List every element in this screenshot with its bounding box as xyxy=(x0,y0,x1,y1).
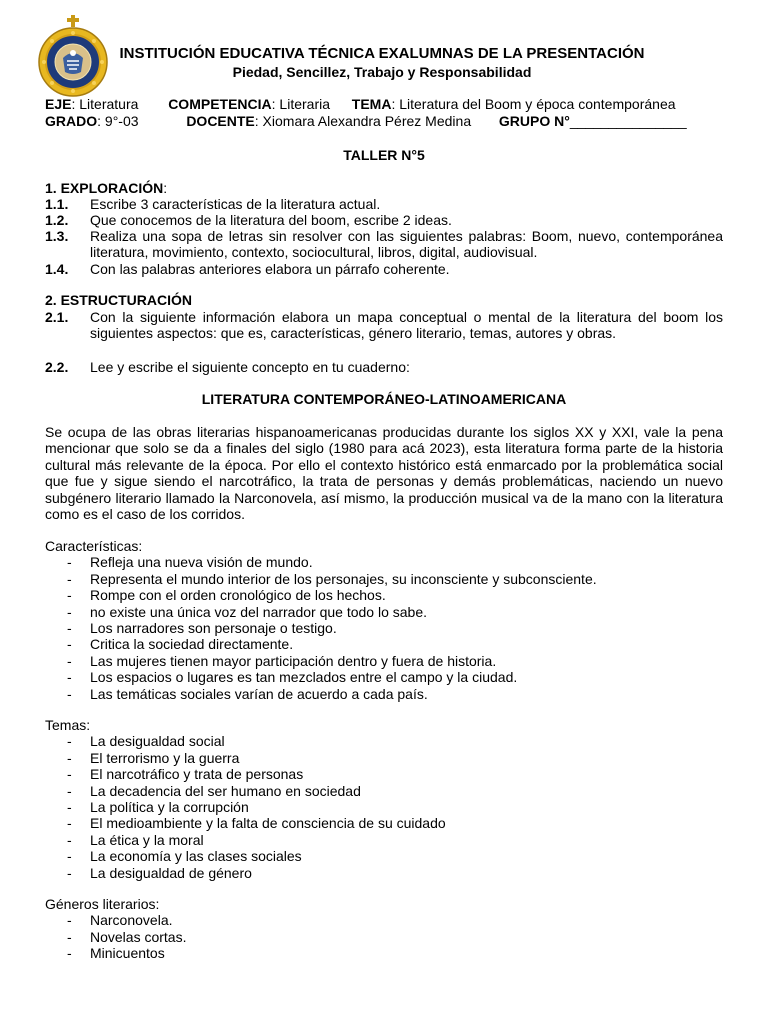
exploracion-item-1: 1.1. Escribe 3 características de la literatura actual. xyxy=(45,196,381,212)
docente-label: DOCENTE xyxy=(186,113,255,129)
list-item: - La política y la corrupción xyxy=(67,799,249,816)
list-item: - La desigualdad de género xyxy=(67,864,252,881)
meta-row-1 xyxy=(45,96,676,112)
tema-value: : Literatura del Boom y época contemporánea xyxy=(391,96,676,112)
list-item: - no existe una única voz del narrador que todo lo sabe. xyxy=(67,603,428,620)
grado-value: : 9°-03 xyxy=(97,113,139,129)
taller-title: TALLER N°5 xyxy=(343,147,425,163)
school-crest-icon xyxy=(36,14,110,98)
list-item: - Rompe con el orden cronológico de los hechos. xyxy=(67,587,386,604)
list-item: - La ética y la moral xyxy=(67,831,204,848)
generos-list xyxy=(45,896,723,962)
competencia-label: COMPETENCIA xyxy=(168,96,272,112)
competencia-value: : Literaria xyxy=(271,96,330,112)
exploracion-item-3: 1.3. Realiza una sopa de letras sin resolver con las siguientes palabras: Boom, nuevo, contemporánea literatura, movimiento, contexto, sociocultural, libros, digital, audiovisual. xyxy=(45,228,723,261)
generos-heading: Géneros literarios: xyxy=(45,896,160,912)
grupo-label: GRUPO N° xyxy=(498,113,570,129)
estructuracion-item-1: 2.1. Con la siguiente información elabora un mapa conceptual o mental de la literatura del boom los siguientes aspectos: que es, características, género literario, temas, autores y obras. xyxy=(45,309,723,342)
list-item: - El medioambiente y la falta de consciencia de su cuidado xyxy=(67,815,446,832)
concept-title: LITERATURA CONTEMPORÁNEO-LATINOAMERICANA xyxy=(201,391,567,407)
meta-row-2 xyxy=(45,113,687,129)
list-item: - La decadencia del ser humano en sociedad xyxy=(67,782,361,799)
estructuracion-item-2: 2.2. Lee y escribe el siguiente concepto en tu cuaderno: xyxy=(45,359,410,375)
list-item: - Minicuentos xyxy=(67,945,165,962)
caracteristicas-heading: Características: xyxy=(45,538,143,554)
caracteristicas-list xyxy=(45,538,723,702)
exploracion-heading: 1. EXPLORACIÓN: xyxy=(45,180,168,196)
list-item: - Critica la sociedad directamente. xyxy=(67,636,294,653)
list-item: - Los espacios o lugares es tan mezclados entre el campo y la ciudad. xyxy=(67,669,518,686)
list-item: - La desigualdad social xyxy=(67,733,225,750)
institution-motto: Piedad, Sencillez, Trabajo y Responsabilidad xyxy=(232,64,532,80)
grupo-value: _______________ xyxy=(569,113,687,129)
list-item: - Novelas cortas. xyxy=(67,928,187,945)
concept-paragraph: Se ocupa de las obras literarias hispanoamericanas producidas durante los siglos XX y XXI, vale la pena mencionar que solo se da a finales del siglo (1980 para acá 2023), esta literatura forma parte de la historia cultural más relevante de la época. Por ello el contexto histórico está enmarcado por la problemática social que fue y sigue siendo el narcotráfico, la trata de personas y demás problemáticas, naciendo un nuevo subgénero literario llamado la Narconovela, así mismo, la producción musical va de la mano con la literatura como es el caso de los corridos. xyxy=(45,424,723,523)
exploracion-item-2: 1.2. Que conocemos de la literatura del boom, escribe 2 ideas. xyxy=(45,212,452,228)
list-item: - Refleja una nueva visión de mundo. xyxy=(67,554,313,571)
list-item: - Narconovela. xyxy=(67,912,173,929)
eje-value: : Literatura xyxy=(71,96,139,112)
list-item: - La economía y las clases sociales xyxy=(67,848,302,865)
list-item: - El terrorismo y la guerra xyxy=(67,749,240,766)
docente-value: : Xiomara Alexandra Pérez Medina xyxy=(254,113,472,129)
list-item: - Los narradores son personaje o testigo. xyxy=(67,620,337,637)
temas-heading: Temas: xyxy=(45,717,91,733)
tema-label: TEMA xyxy=(351,96,392,112)
list-item: - Representa el mundo interior de los personajes, su inconsciente y subconsciente. xyxy=(67,570,597,587)
grado-label: GRADO xyxy=(45,113,98,129)
list-item: - El narcotráfico y trata de personas xyxy=(67,766,304,783)
estructuracion-heading: 2. ESTRUCTURACIÓN xyxy=(45,292,193,308)
eje-label: EJE xyxy=(45,96,72,112)
list-item: - Las temáticas sociales varían de acuerdo a cada país. xyxy=(67,685,428,702)
institution-name: INSTITUCIÓN EDUCATIVA TÉCNICA EXALUMNAS DE LA PRESENTACIÓN xyxy=(119,45,645,62)
exploracion-item-4: 1.4. Con las palabras anteriores elabora un párrafo coherente. xyxy=(45,261,450,277)
list-item: - Las mujeres tienen mayor participación dentro y fuera de historia. xyxy=(67,652,497,669)
temas-list xyxy=(45,717,723,881)
